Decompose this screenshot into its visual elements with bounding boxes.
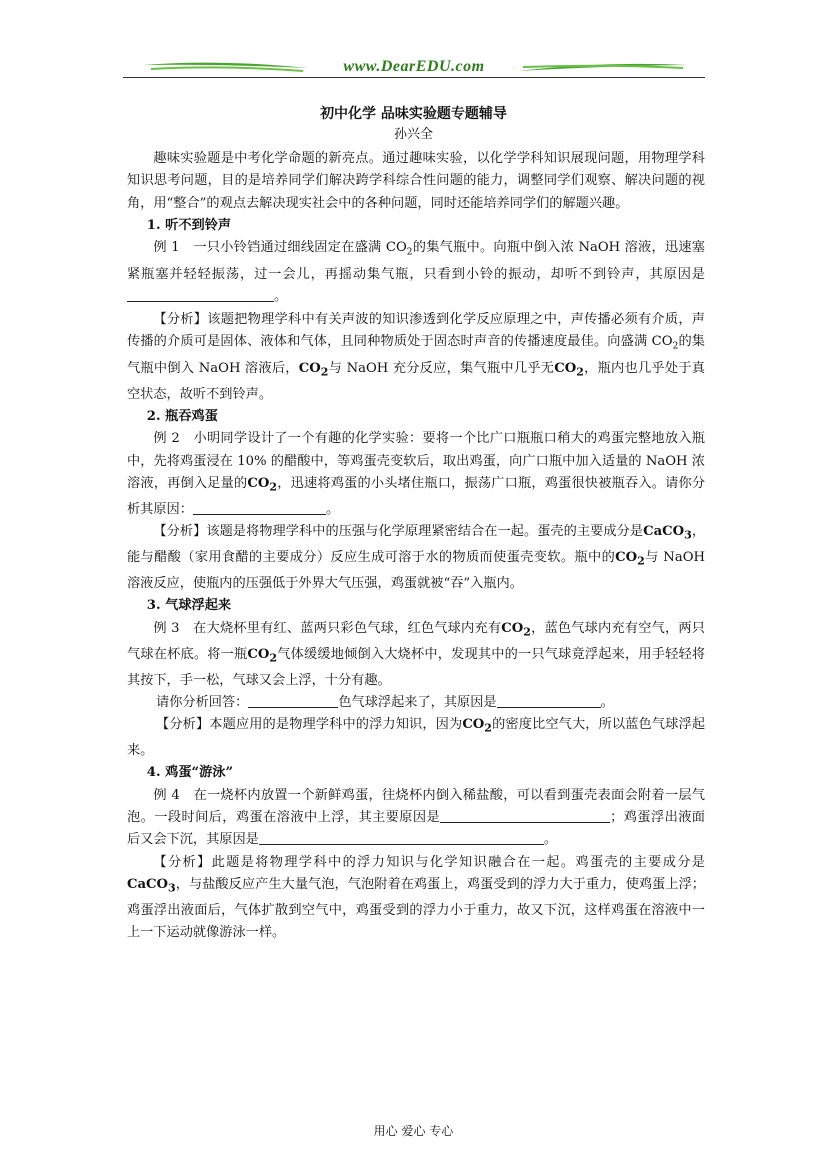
- article-body: [127, 148, 705, 945]
- intro-paragraph: 趣味实验题是中考化学命题的新亮点。通过趣味实验，以化学学科知识展现问题，用物理学科知识思考问题，目的是培养同学们解决跨学科综合性问题的能力，调整同学们观察、解决问题的视角，用“整合”的观点去解决现实社会中的各种问题，同时还能培养同学们的解题兴趣。: [127, 151, 705, 211]
- formula-co2: $CO_2$: [247, 476, 278, 494]
- section-heading-2: 2. 瓶吞鸡蛋: [146, 409, 218, 425]
- section-heading-3: 3. 气球浮起来: [146, 598, 232, 614]
- question-3: 请你分析回答： 色气球浮起来了，其原因是 。: [156, 694, 614, 710]
- author-name: 孙兴全: [393, 127, 433, 142]
- answer-blank[interactable]: [497, 693, 601, 708]
- example-4: 例 4 在一烧杯内放置一个新鲜鸡蛋，往烧杯内倒入稀盐酸，可以看到蛋壳表面会附着一层气泡。一段时间后，鸡蛋在溶液中上浮，其主要原因是 ；鸡蛋浮出液面后又会下沉，其原因是 。: [127, 787, 705, 848]
- section-heading-4: 4. 鸡蛋“游泳”: [146, 765, 234, 781]
- analysis-2: 【分析】该题是将物理学科中的压强与化学原理紧密结合在一起。蛋壳的主要成分是CaCO$_3$，能与醋酸（家用食醋的主要成分）反应生成可溶于水的物质而使蛋壳变软。瓶中的$CO_2$与 NaOH 溶液反应，使瓶内的压强低于外界大气压强，鸡蛋就被“吞”入瓶内。: [127, 524, 706, 592]
- site-logo[interactable]: www.DearEDU.com: [343, 58, 485, 75]
- example-3: 例 3 在大烧杯里有红、蓝两只彩色气球，红色气球内充有$CO_2$，蓝色气球内充有空气，两只气球在杯底。将一瓶$CO_2$气体缓缓地倾倒入大烧杯中，发现其中的一只气球竟浮起来，用手轻轻将其按下，手一松，气球又会上浮，十分有趣。: [127, 620, 706, 688]
- formula-caco3: CaCO$_3$: [127, 876, 176, 895]
- formula-co2: $CO_2$: [462, 717, 492, 735]
- page-footer: 用心 爱心 专心: [373, 1124, 454, 1138]
- answer-blank[interactable]: [440, 808, 610, 823]
- formula-co2: $CO_2$: [298, 360, 329, 379]
- formula-caco3: CaCO$_3$: [643, 524, 692, 542]
- analysis-1: 【分析】该题把物理学科中有关声波的知识渗透到化学反应原理之中，声传播必须有介质，声传播的介质可是固体、液体和气体，且同种物质处于固态时声音的传播速度最佳。向盛满 $CO_2$的集气瓶中倒入 NaOH 溶液后，$CO_2$与 NaOH 充分反应，集气瓶中几乎无$CO_2$，瓶内也几乎处于真空状态，故听不到铃声。: [127, 311, 705, 402]
- answer-blank[interactable]: [259, 830, 544, 845]
- formula-co2: $CO_2$: [615, 550, 645, 568]
- formula-co2: $CO_2$: [554, 360, 584, 379]
- answer-blank[interactable]: [127, 287, 274, 302]
- analysis-4: 【分析】此题是将物理学科中的浮力知识与化学知识融合在一起。鸡蛋壳的主要成分是CaCO$_3$，与盐酸反应产生大量气泡，气泡附着在鸡蛋上，鸡蛋受到的浮力大于重力，使鸡蛋上浮；鸡蛋浮出液面后，气体扩散到空气中，鸡蛋受到的浮力小于重力，故又下沉，这样鸡蛋在溶液中一上一下运动就像游泳一样。: [127, 854, 705, 941]
- section-heading-1: 1. 听不到铃声: [146, 217, 232, 233]
- site-header: [123, 56, 705, 82]
- example-2: 例 2 小明同学设计了一个有趣的化学实验：要将一个比广口瓶瓶口稍大的鸡蛋完整地放入瓶中，先将鸡蛋浸在 10% 的醋酸中，等鸡蛋壳变软后，取出鸡蛋，向广口瓶中加入适量的 NaOH 浓溶液，再倒入足量的$CO_2$，迅速将鸡蛋的小头堵住瓶口，振荡广口瓶，鸡蛋很快被瓶吞入。请你分析其原因： 。: [127, 431, 706, 518]
- answer-blank[interactable]: [248, 693, 338, 708]
- example-1: 例 1 一只小铃铛通过细线固定在盛满 $CO_2$的集气瓶中。向瓶中倒入浓 NaOH 溶液，迅速塞紧瓶塞并轻轻振荡，过一会儿，再摇动集气瓶，只看到小铃的振动，却听不到铃声，其原因是。: [127, 240, 705, 305]
- formula-co2: $CO_2$: [501, 620, 531, 639]
- analysis-3: 【分析】本题应用的是物理学科中的浮力知识，因为$CO_2$的密度比空气大，所以蓝色气球浮起来。: [127, 717, 706, 759]
- formula-co2: $CO_2$: [247, 646, 278, 665]
- header-rule: [123, 77, 705, 78]
- answer-blank[interactable]: [193, 500, 326, 515]
- page-title: 初中化学 品味实验题专题辅导: [320, 106, 507, 122]
